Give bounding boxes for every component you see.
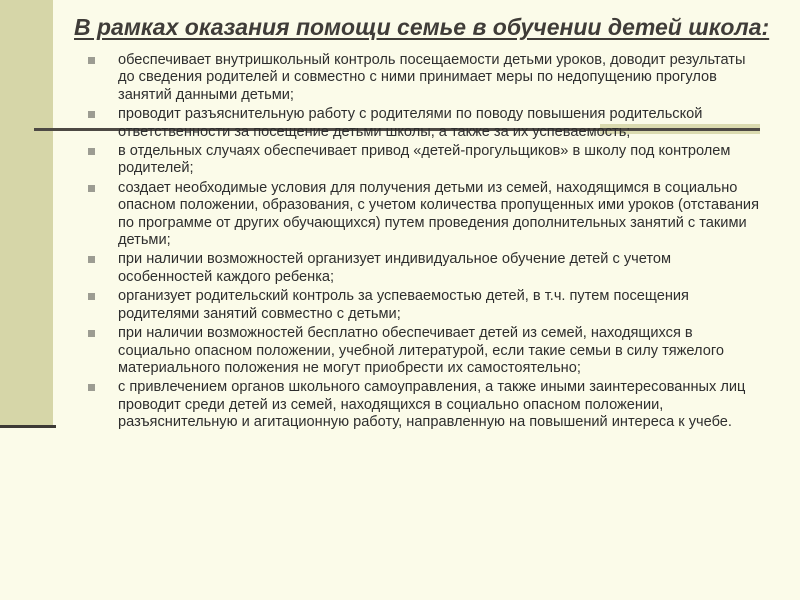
list-item-text: при наличии возможностей бесплатно обеспечивает детей из семей, находящихся в социально опасном положении, учебной литературой, если такие семьи в силу тяжелого материального положения не могут приобрести их самостоятельно;: [118, 325, 724, 376]
list-item-text: с привлечением органов школьного самоуправления, а также иными заинтересованных лиц проводит среди детей из семей, находящихся в социально опасном положении, разъяснительную и агитационную работу, направленную на повышений интереса к учебе.: [118, 379, 746, 431]
square-bullet-icon: [88, 256, 95, 263]
list-item-text: обеспечивает внутришкольный контроль посещаемости детьми уроков, доводит результаты до сведения родителей и совместно с ними принимает меры по недопущению прогулов занятий данными детьми;: [118, 52, 746, 103]
square-bullet-icon: [88, 293, 95, 300]
square-bullet-icon: [88, 384, 95, 391]
left-bar-bottom-rule: [0, 425, 56, 428]
list-item-text: создает необходимые условия для получения детьми из семей, находящимся в социально опасном положении, образования, с учетом количества пропущенных ими уроков (отставания по программе от других обучающихся) путем проведения дополнительных занятий с такими детьми;: [118, 179, 759, 249]
square-bullet-icon: [88, 185, 95, 192]
list-item-text: в отдельных случаях обеспечивает привод «детей-прогульщиков» в школу под контролем родителей;: [118, 143, 731, 177]
square-bullet-icon: [88, 57, 95, 64]
slide-title: В рамках оказания помощи семье в обучении детей школа:: [74, 14, 770, 40]
list-item: [88, 180, 760, 250]
list-item-text: проводит разъяснительную работу с родителями по поводу повышения родительской ответственности за посещение детьми школы, а также за их успеваемость;: [118, 106, 703, 140]
list-item: [88, 379, 760, 431]
list-item: [88, 325, 760, 377]
list-item-text: при наличии возможностей организует индивидуальное обучение детей с учетом особенностей каждого ребенка;: [118, 251, 672, 285]
square-bullet-icon: [88, 111, 95, 118]
list-item-text: организует родительский контроль за успеваемостью детей, в т.ч. путем посещения родителями занятий совместно с детьми;: [118, 288, 689, 322]
square-bullet-icon: [88, 148, 95, 155]
list-item: [88, 52, 760, 104]
bullet-list: [88, 52, 760, 434]
left-accent-bar: [0, 0, 53, 425]
list-item: [88, 251, 760, 286]
list-item: [88, 288, 760, 323]
list-item: [88, 106, 760, 141]
square-bullet-icon: [88, 330, 95, 337]
list-item: [88, 143, 760, 178]
